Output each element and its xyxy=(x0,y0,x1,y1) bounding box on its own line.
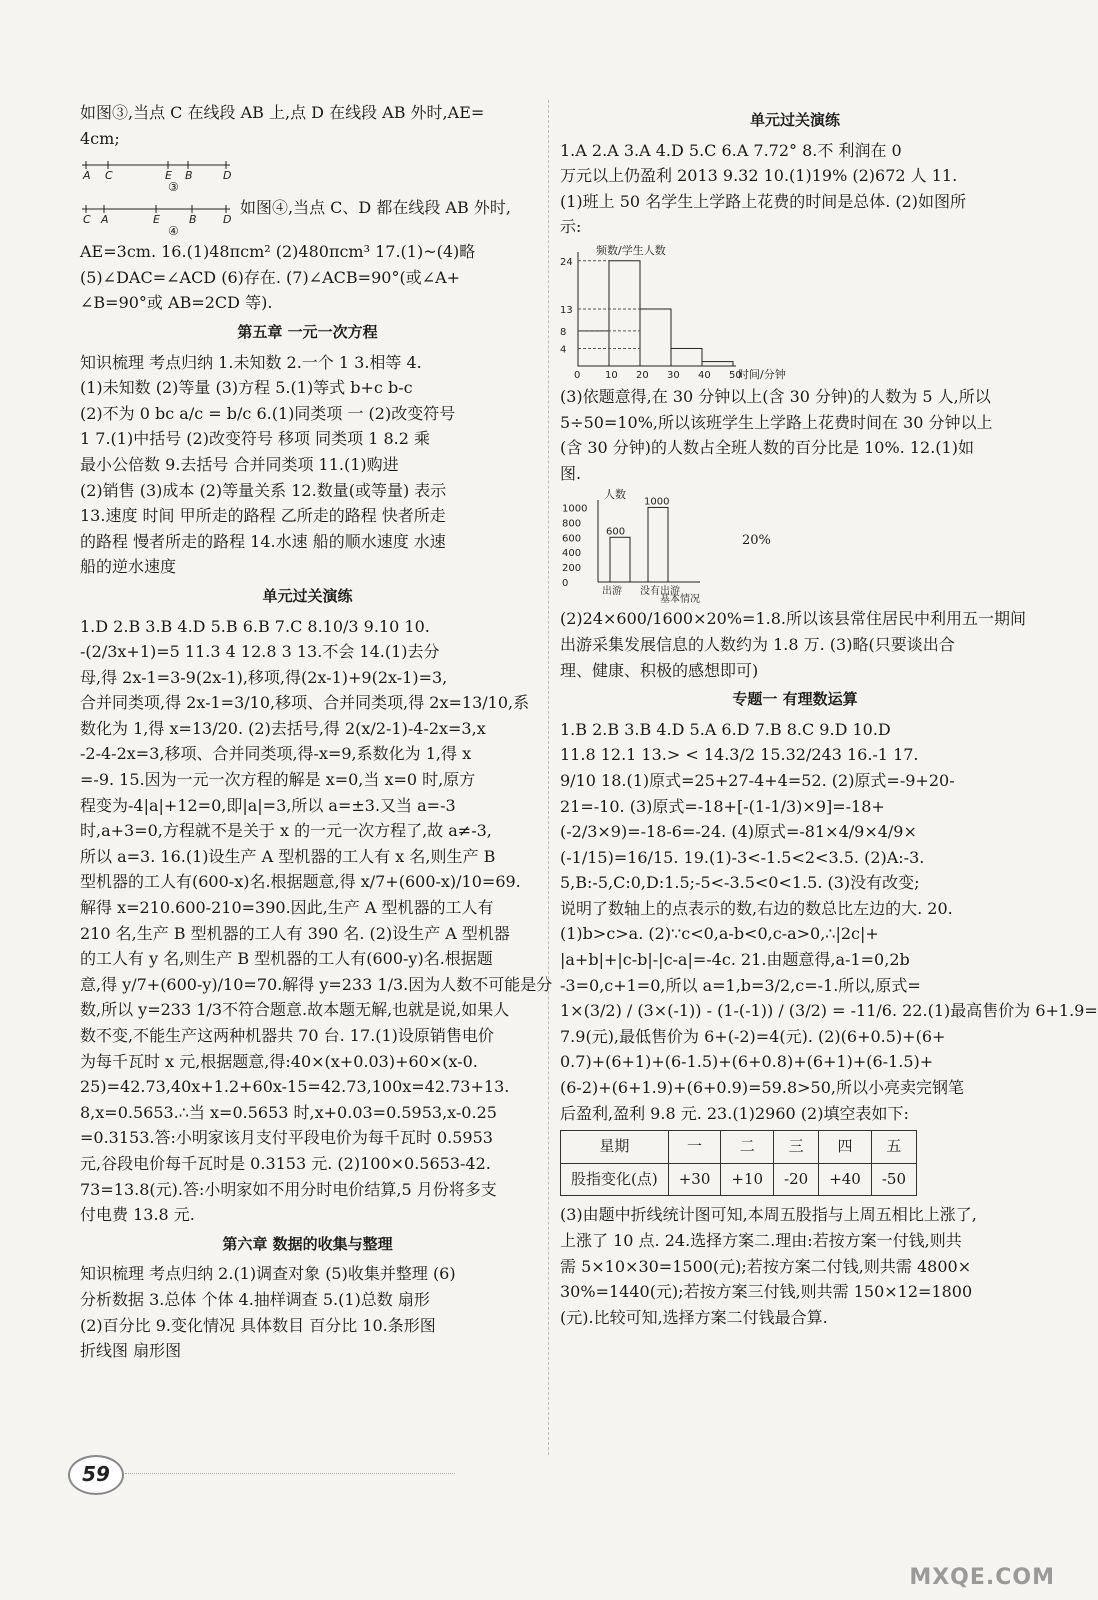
text-line: =-9. 15.因为一元一次方程的解是 x=0,当 x=0 时,原方 xyxy=(80,770,476,790)
bar-chart-ylabel: 人数 xyxy=(604,488,626,502)
histogram-xtick: 10 xyxy=(605,369,618,381)
histogram-bar xyxy=(640,309,671,366)
text-line: 折线图 扇形图 xyxy=(80,1341,182,1361)
table-header-cell: 二 xyxy=(721,1131,774,1164)
text-line: (2)销售 (3)成本 (2)等量关系 12.数量(或等量) 表示 xyxy=(80,480,447,500)
text-line: 型机器的工人有(600-x)名.根据题意,得 x/7+(600-x)/10=69. xyxy=(80,872,521,892)
text-line: 的路程 慢者所走的路程 14.水速 船的顺水速度 水速 xyxy=(80,531,446,551)
text-line: (5)∠DAC=∠ACD (6)存在. (7)∠ACB=90°(或∠A+ xyxy=(80,267,461,287)
text-line: 13.速度 时间 甲所走的路程 乙所走的路程 快者所走 xyxy=(80,506,446,526)
text-line: 分析数据 3.总体 个体 4.抽样调查 5.(1)总数 扇形 xyxy=(80,1289,430,1309)
segment-point-label: B xyxy=(189,213,197,227)
histogram-chart xyxy=(560,242,820,382)
figure-4-text: 如图④,当点 C、D 都在线段 AB 外时, xyxy=(240,198,511,218)
text-line: 的工人有 y 名,则生产 B 型机器的工人有(600-y)名.根据题 xyxy=(80,949,493,969)
table-header-row xyxy=(561,1131,917,1164)
text-line: 意,得 y/7+(600-y)/10=70.解得 y=233 1/3.因为人数不可能是分 xyxy=(80,974,553,994)
text-line: 210 名,生产 B 型机器的工人有 390 名. (2)设生产 A 型机器 xyxy=(80,923,510,943)
text-line: =0.3153.答:小明家该月支付平段电价为每千瓦时 0.5953 xyxy=(80,1128,493,1148)
segment-figure-4 xyxy=(80,195,240,239)
text-line: -3=0,c+1=0,所以 a=1,b=3/2,c=-1.所以,原式= xyxy=(560,975,921,995)
text-line: 如图③,当点 C 在线段 AB 上,点 D 在线段 AB 外时,AE= xyxy=(80,103,485,122)
text-line: ∠B=90°或 AB=2CD 等). xyxy=(80,293,273,313)
text-line: 30%=1440(元);若按方案三付钱,则共需 150×12=1800 xyxy=(560,1282,973,1302)
text-line: 0.7)+(6+1)+(6-1.5)+(6+0.8)+(6+1)+(6-1.5)+ xyxy=(560,1052,934,1072)
text-line: (2)24×600/1600×20%=1.8.所以该县常住居民中利用五一期间 xyxy=(560,609,1026,629)
topic-1-title: 专题一 有理数运算 xyxy=(732,690,858,709)
text-line: 1.D 2.B 3.B 4.D 5.B 6.B 7.C 8.10/3 9.10 10. xyxy=(80,616,430,636)
text-line: (2)百分比 9.变化情况 具体数目 百分比 10.条形图 xyxy=(80,1315,436,1335)
page-number: 59 xyxy=(68,1455,124,1495)
text-line: (2)不为 0 bc a/c = b/c 6.(1)同类项 一 (2)改变符号 xyxy=(80,403,456,423)
text-line: (6-2)+(6+1.9)+(6+0.9)=59.8>50,所以小亮卖完钢笔 xyxy=(560,1078,964,1098)
segment-point-label: D xyxy=(223,169,232,183)
table-cell: +40 xyxy=(819,1163,872,1196)
histogram-ytick: 24 xyxy=(560,256,573,268)
right-text-c xyxy=(560,606,1030,683)
bar-chart-value-label: 1000 xyxy=(644,496,670,508)
figure-3-caption: ③ xyxy=(168,180,179,195)
text-line: |a+b|+|c-b|-|c-a|=-4c. 21.由题意得,a-1=0,2b xyxy=(560,950,910,970)
text-line: (含 30 分钟)的人数占全班人数的百分比是 10%. 12.(1)如 xyxy=(560,438,974,458)
unit-review-title-right: 单元过关演练 xyxy=(749,111,840,129)
text-line: 元,谷段电价每千瓦时是 0.3153 元. (2)100×0.5653-42. xyxy=(80,1153,491,1173)
bar-chart-category: 出游 xyxy=(602,586,622,598)
chapter-5-title: 第五章 一元一次方程 xyxy=(237,322,378,341)
unit-review-title-left: 单元过关演练 xyxy=(262,586,353,605)
table-header-cell: 一 xyxy=(668,1131,721,1164)
right-text-d xyxy=(560,717,1098,1127)
text-line: 理、健康、积极的感想即可) xyxy=(560,660,759,680)
text-line: -2-4-2x=3,移项、合并同类项,得-x=9,系数化为 1,得 x xyxy=(80,744,472,764)
text-line: 合并同类项,得 2x-1=3/10,移项、合并同类项,得 2x=13/10,系 xyxy=(80,693,530,713)
chapter-6-body xyxy=(80,1261,535,1363)
pie-percent-label: 20% xyxy=(742,533,771,549)
text-line: 所以 a=3. 16.(1)设生产 A 型机器的工人有 x 名,则生产 B xyxy=(80,846,496,866)
histogram-xtick: 0 xyxy=(574,369,581,381)
text-line: AE=3cm. 16.(1)48πcm² (2)480πcm³ 17.(1)~(4)略 xyxy=(80,242,476,262)
left-top-text xyxy=(80,100,535,151)
text-line: 母,得 2x-1=3-9(2x-1),移项,得(2x-1)+9(2x-1)=3, xyxy=(80,667,448,687)
bar-chart-ytick: 400 xyxy=(562,548,582,560)
table-header-cell: 三 xyxy=(774,1131,819,1164)
text-line: 解得 x=210.600-210=390.因此,生产 A 型机器的工人有 xyxy=(80,898,494,918)
text-line: (1)b>c>a. (2)∵c<0,a-b<0,c-a>0,∴|2c|+ xyxy=(560,924,879,944)
text-line: (-2/3×9)=-18-6=-24. (4)原式=-81×4/9×4/9× xyxy=(560,822,917,842)
bar-chart-xlabel: 基本情况 xyxy=(660,594,700,606)
segment-point-label: C xyxy=(105,169,113,183)
segment-point-label: A xyxy=(101,213,109,227)
segment-point-label: E xyxy=(153,213,160,227)
text-line: 知识梳理 考点归纳 2.(1)调查对象 (5)收集并整理 (6) xyxy=(80,1264,456,1284)
histogram-xtick: 30 xyxy=(667,369,680,381)
segment-point-label: B xyxy=(185,169,193,183)
text-line: 25)=42.73,40x+1.2+60x-15=42.73,100x=42.73+13. xyxy=(80,1077,510,1097)
table-row xyxy=(561,1163,917,1196)
watermark-logo: MXQE.COM xyxy=(909,1565,1055,1590)
text-line: -(2/3x+1)=5 11.3 4 12.8 3 13.不会 14.(1)去分 xyxy=(80,642,440,662)
text-line: 数化为 1,得 x=13/20. (2)去括号,得 2(x/2-1)-4-2x=3,x xyxy=(80,718,486,738)
text-line: 8,x=0.5653.∴当 x=0.5653 时,x+0.03=0.5953,x-0.25 xyxy=(80,1102,497,1122)
table-row-label: 股指变化(点) xyxy=(561,1163,669,1196)
text-line: 船的逆水速度 xyxy=(80,557,177,577)
text-line: 示: xyxy=(560,217,582,237)
histogram-xlabel: 时间/分钟 xyxy=(738,367,786,381)
bar-chart-bar xyxy=(610,538,630,583)
figure-4 xyxy=(80,195,535,239)
text-line: 程变为-4|a|+12=0,即|a|=3,所以 a=±3.又当 a=-3 xyxy=(80,795,456,815)
stock-table xyxy=(560,1130,917,1196)
chapter-6-title: 第六章 数据的收集与整理 xyxy=(222,1234,393,1253)
table-header-cell: 星期 xyxy=(561,1131,669,1164)
right-text-a xyxy=(560,138,1030,240)
text-line: 上涨了 10 点. 24.选择方案二.理由:若按方案一付钱,则共 xyxy=(560,1231,962,1250)
text-line: (-1/15)=16/15. 19.(1)-3<-1.5<2<3.5. (2)A:-3. xyxy=(560,847,925,867)
histogram-bar xyxy=(702,362,733,366)
text-line: 为每千瓦时 x 元,根据题意,得:40×(x+0.03)+60×(x-0. xyxy=(80,1051,478,1071)
bar-chart-block xyxy=(560,486,1030,606)
text-line: 知识梳理 考点归纳 1.未知数 2.一个 1 3.相等 4. xyxy=(80,352,422,372)
column-divider xyxy=(548,100,550,1455)
chapter-5-body xyxy=(80,350,535,580)
bar-chart-ytick: 800 xyxy=(562,518,582,530)
bar-chart-bar xyxy=(648,508,668,583)
text-line: 付电费 13.8 元. xyxy=(80,1205,195,1225)
histogram-xtick: 40 xyxy=(698,369,711,381)
histogram-ytick: 8 xyxy=(560,326,567,338)
text-line: 数,所以 y=233 1/3不符合题意.故本题无解,也就是说,如果人 xyxy=(80,1000,510,1020)
text-line: 5÷50=10%,所以该班学生上学路上花费时间在 30 分钟以上 xyxy=(560,412,993,432)
text-line: 11.8 12.1 13.> < 14.3/2 15.32/243 16.-1 17. xyxy=(560,745,919,765)
right-text-e xyxy=(560,1202,1030,1330)
segment-point-label: E xyxy=(165,169,172,183)
segment-figure-3 xyxy=(80,151,240,195)
text-line: 需 5×10×30=1500(元);若按方案二付钱,则共需 4800× xyxy=(560,1256,972,1276)
text-line: 时,a+3=0,方程就不是关于 x 的一元一次方程了,故 a≠-3, xyxy=(80,821,492,841)
text-line: 1.A 2.A 3.A 4.D 5.C 6.A 7.72° 8.不 利润在 0 xyxy=(560,140,902,160)
histogram-xtick: 20 xyxy=(636,369,649,381)
unit-review-body-left xyxy=(80,614,553,1228)
text-line: (3)依题意得,在 30 分钟以上(含 30 分钟)的人数为 5 人,所以 xyxy=(560,386,991,406)
right-text-b xyxy=(560,384,1030,486)
bar-chart xyxy=(560,486,760,604)
text-line: (3)由题中折线统计图可知,本周五股指与上周五相比上涨了, xyxy=(560,1205,977,1225)
table-cell: +10 xyxy=(721,1163,774,1196)
histogram-ytick: 4 xyxy=(560,344,567,356)
bar-chart-category: 没有出游 xyxy=(640,586,680,598)
text-line: 5,B:-5,C:0,D:1.5;-5<-3.5<0<1.5. (3)没有改变; xyxy=(560,873,920,893)
segment-point-label: D xyxy=(223,213,232,227)
text-line: 9/10 18.(1)原式=25+27-4+4=52. (2)原式=-9+20- xyxy=(560,770,955,790)
table-header-cell: 五 xyxy=(871,1131,916,1164)
text-line: 4cm; xyxy=(80,128,120,148)
text-line: 1.B 2.B 3.B 4.D 5.A 6.D 7.B 8.C 9.D 10.D xyxy=(560,719,891,739)
text-line: 后盈利,盈利 9.8 元. 23.(1)2960 (2)填空表如下: xyxy=(560,1103,909,1123)
right-column xyxy=(560,104,1098,1330)
histogram-xtick: 50 xyxy=(729,369,742,381)
text-line: 出游采集发展信息的人数约为 1.8 万. (3)略(只要谈出合 xyxy=(560,634,955,654)
text-line: 1 7.(1)中括号 (2)改变符号 移项 同类项 1 8.2 乘 xyxy=(80,429,431,449)
table-cell: +30 xyxy=(668,1163,721,1196)
left-mid-text xyxy=(80,239,535,316)
bar-chart-ytick: 0 xyxy=(562,578,569,590)
bar-chart-value-label: 600 xyxy=(606,526,626,538)
text-line: 7.9(元),最低售价为 6+(-2)=4(元). (2)(6+0.5)+(6+ xyxy=(560,1026,946,1046)
histogram-bar xyxy=(671,348,702,366)
bar-chart-ytick: 600 xyxy=(562,533,582,545)
text-line: (1)班上 50 名学生上学路上花费的时间是总体. (2)如图所 xyxy=(560,191,967,211)
text-line: (元).比较可知,选择方案二付钱最合算. xyxy=(560,1307,828,1327)
histogram-ytick: 13 xyxy=(560,304,573,316)
bar-chart-ytick: 200 xyxy=(562,563,582,575)
text-line: 万元以上仍盈利 2013 9.32 10.(1)19% (2)672 人 11. xyxy=(560,166,958,186)
text-line: 73=13.8(元).答:小明家如不用分时电价结算,5 月份将多支 xyxy=(80,1179,497,1199)
figure-3 xyxy=(80,151,535,195)
text-line: 图. xyxy=(560,463,582,483)
text-line: 1×(3/2) / (3×(-1)) - (1-(-1)) / (3/2) = -11/6. 22.(1)最高售价为 6+1.9= xyxy=(560,1001,1098,1021)
text-line: (1)未知数 (2)等量 (3)方程 5.(1)等式 b+c b-c xyxy=(80,378,413,398)
segment-point-label: A xyxy=(83,169,91,183)
table-header-cell: 四 xyxy=(819,1131,872,1164)
histogram-ylabel: 频数/学生人数 xyxy=(596,243,666,257)
text-line: 数不变,不能生产这两种机器共 70 台. 17.(1)设原销售电价 xyxy=(80,1026,494,1045)
text-line: 21=-10. (3)原式=-18+[-(1-1/3)×9]=-18+ xyxy=(560,796,885,816)
figure-4-caption: ④ xyxy=(168,224,179,239)
footer-line xyxy=(125,1473,455,1474)
text-line: 最小公倍数 9.去括号 合并同类项 11.(1)购进 xyxy=(80,454,399,474)
left-column xyxy=(80,100,553,1364)
text-line: 说明了数轴上的点表示的数,右边的数总比左边的大. 20. xyxy=(560,898,953,918)
table-cell: -20 xyxy=(774,1163,819,1196)
bar-chart-ytick: 1000 xyxy=(562,503,588,515)
histogram-bar xyxy=(609,261,640,366)
table-cell: -50 xyxy=(871,1163,916,1196)
segment-point-label: C xyxy=(83,213,91,227)
